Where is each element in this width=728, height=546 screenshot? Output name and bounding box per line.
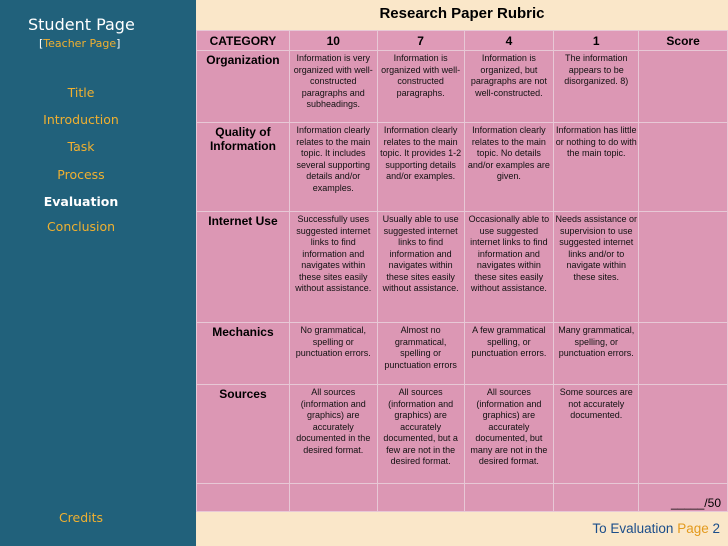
header-1: 1: [554, 31, 639, 51]
nav-conclusion[interactable]: Conclusion: [46, 219, 116, 234]
header-score: Score: [639, 31, 728, 51]
sidebar: [0, 0, 196, 546]
criteria-cell: All sources (information and graphics) are accurately documented, but many are not in the desired format.: [464, 385, 554, 484]
criteria-cell: Information is organized with well-constructed paragraphs.: [377, 51, 464, 123]
footer-nav-link[interactable]: [592, 521, 720, 536]
criteria-cell: Information clearly relates to the main topic. It includes several supporting details and/or examples.: [289, 123, 377, 212]
criteria-cell: No grammatical, spelling or punctuation errors.: [289, 323, 377, 385]
total-empty-cell: [289, 484, 377, 512]
rubric-title: Research Paper Rubric: [379, 5, 545, 22]
header-7: 7: [377, 31, 464, 51]
criteria-cell: All sources (information and graphics) are accurately documented, but a few are not in the desired format.: [377, 385, 464, 484]
total-score-cell[interactable]: _____/50: [639, 484, 728, 512]
student-page-title: Student Page: [28, 15, 135, 34]
criteria-cell: Information clearly relates to the main topic. No details and/or examples are given.: [464, 123, 554, 212]
table-row: [197, 385, 728, 484]
rubric-table: [196, 30, 728, 512]
score-cell[interactable]: [639, 323, 728, 385]
criteria-cell: Information is organized, but paragraphs are not well-constructed.: [464, 51, 554, 123]
table-row: [197, 51, 728, 123]
category-cell: Internet Use: [197, 212, 290, 323]
criteria-cell: Information has little or nothing to do with the main topic.: [554, 123, 639, 212]
criteria-cell: Many grammatical, spelling, or punctuation errors.: [554, 323, 639, 385]
header-10: 10: [289, 31, 377, 51]
nav-process[interactable]: Process: [57, 167, 105, 182]
criteria-cell: Almost no grammatical, spelling or punctuation errors: [377, 323, 464, 385]
teacher-page-link-wrapper: [39, 37, 120, 50]
table-row: [197, 123, 728, 212]
table-row: [197, 323, 728, 385]
category-cell: Mechanics: [197, 323, 290, 385]
total-empty-cell: [554, 484, 639, 512]
header-row: [197, 31, 728, 51]
criteria-cell: A few grammatical spelling, or punctuation errors.: [464, 323, 554, 385]
header-category: CATEGORY: [197, 31, 290, 51]
nav-credits[interactable]: Credits: [58, 510, 104, 525]
nav-title[interactable]: Title: [67, 85, 95, 100]
bracket-close: ]: [116, 37, 121, 50]
total-empty-cell: [464, 484, 554, 512]
criteria-cell: Information clearly relates to the main topic. It provides 1-2 supporting details and/or examples.: [377, 123, 464, 212]
table-row: [197, 212, 728, 323]
total-row: [197, 484, 728, 512]
category-cell: Quality of Information: [197, 123, 290, 212]
criteria-cell: Occasionally able to use suggested internet links to find information and navigates within these sites easily without assistance.: [464, 212, 554, 323]
category-cell: Organization: [197, 51, 290, 123]
score-cell[interactable]: [639, 385, 728, 484]
nav-task[interactable]: Task: [67, 139, 95, 154]
criteria-cell: Successfully uses suggested internet links to find information and navigates within these sites easily without assistance.: [289, 212, 377, 323]
footer-page-number: 2: [708, 521, 720, 536]
nav-evaluation[interactable]: Evaluation: [43, 194, 119, 209]
criteria-cell: Usually able to use suggested internet links to find information and navigates within these sites easily without assistance.: [377, 212, 464, 323]
criteria-cell: Information is very organized with well-constructed paragraphs and subheadings.: [289, 51, 377, 123]
bracket-open: [: [39, 37, 44, 50]
total-empty-cell: [377, 484, 464, 512]
criteria-cell: Some sources are not accurately documented.: [554, 385, 639, 484]
criteria-cell: All sources (information and graphics) are accurately documented in the desired format.: [289, 385, 377, 484]
category-cell: Sources: [197, 385, 290, 484]
footer-page-word: Page: [677, 521, 709, 536]
criteria-cell: Needs assistance or supervision to use suggested internet links and/or to navigate within these sites.: [554, 212, 639, 323]
header-4: 4: [464, 31, 554, 51]
footer-prefix: To Evaluation: [592, 521, 678, 536]
score-cell[interactable]: [639, 212, 728, 323]
total-empty-cell: [197, 484, 290, 512]
teacher-page-link[interactable]: Teacher Page: [43, 37, 117, 50]
score-cell[interactable]: [639, 51, 728, 123]
criteria-cell: The information appears to be disorganized. 8): [554, 51, 639, 123]
score-cell[interactable]: [639, 123, 728, 212]
nav-introduction[interactable]: Introduction: [43, 112, 119, 127]
